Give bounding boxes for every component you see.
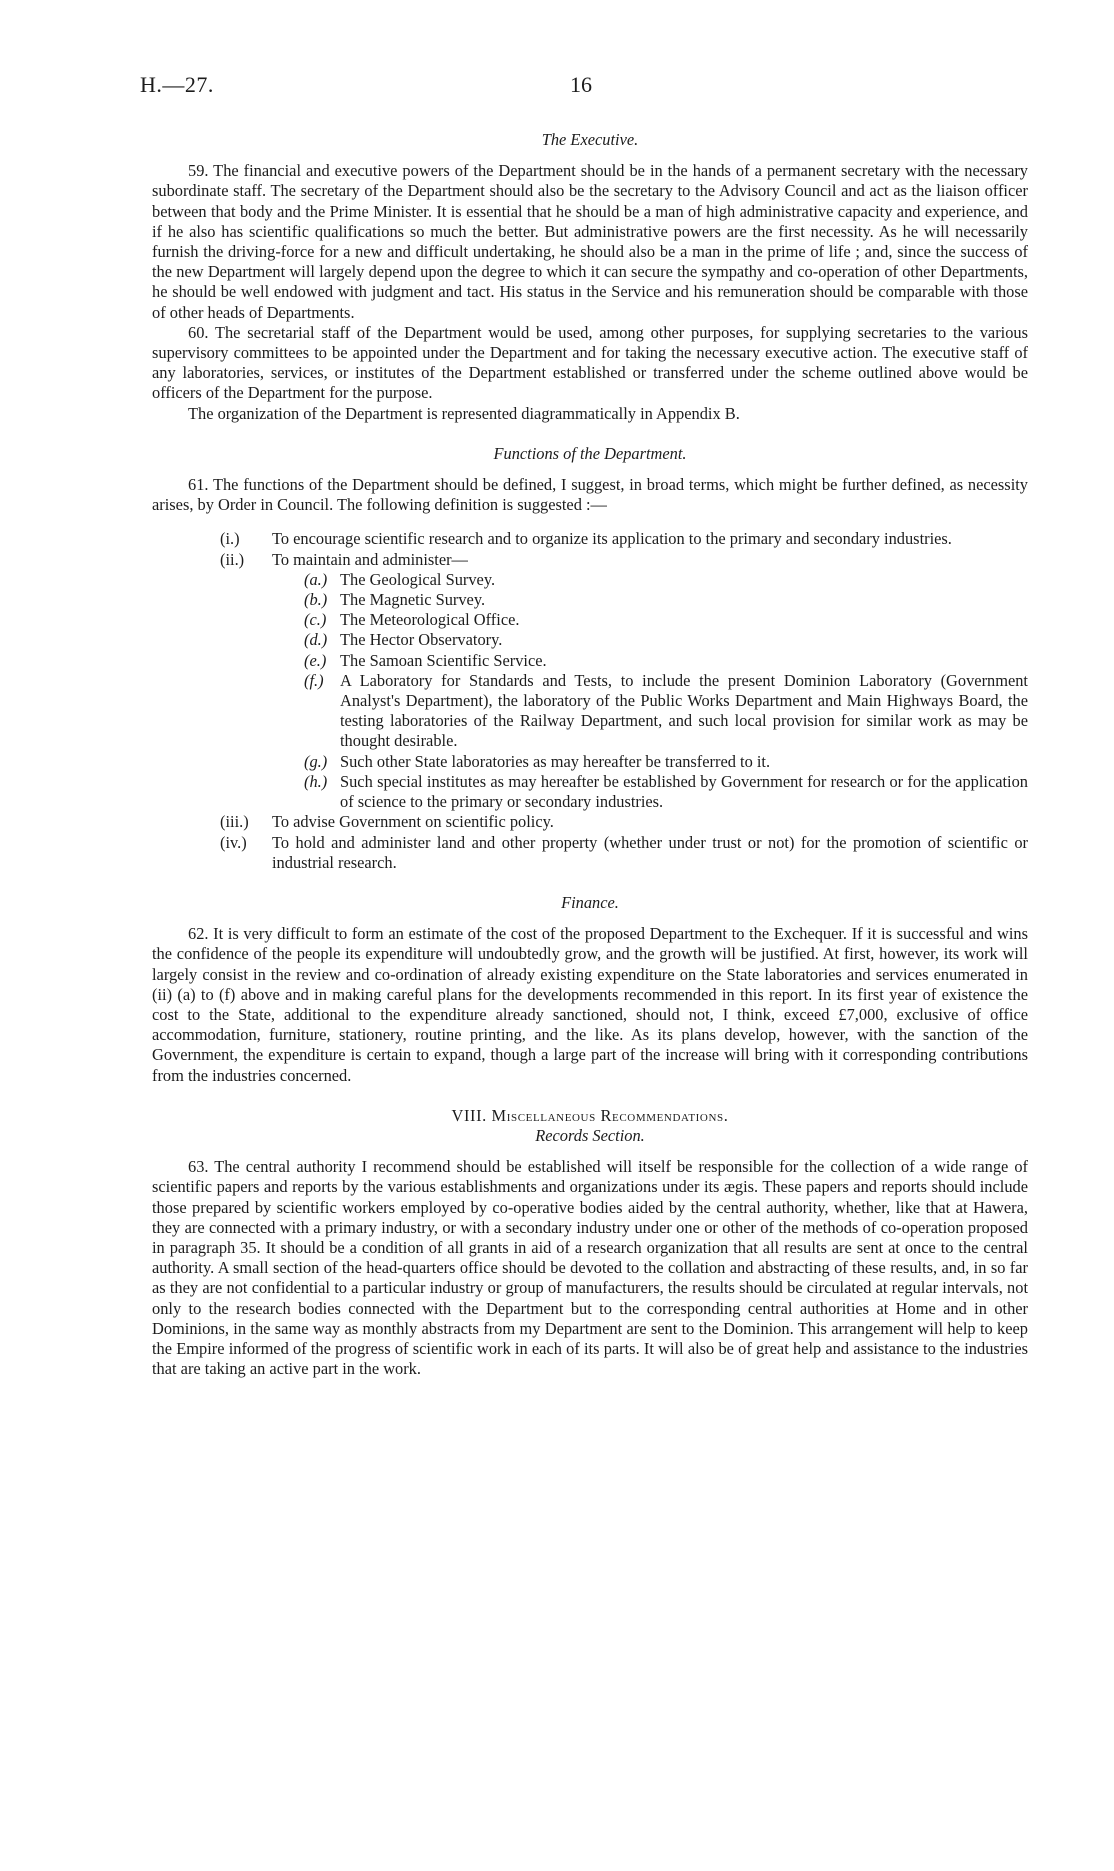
chapter-heading-miscellaneous: VIII. Miscellaneous Recommendations. xyxy=(451,1105,729,1125)
item-marker: (h.) xyxy=(304,771,328,791)
item-text: Such special institutes as may hereafter be established by Government for research or for the application of science to the primary or secondary industries. xyxy=(340,771,1028,812)
item-text: To hold and administer land and other property (whether under trust or not) for the promotion of scientific or industrial research. xyxy=(272,832,1028,872)
item-marker: (c.) xyxy=(304,610,327,630)
function-item-iii xyxy=(152,812,1028,832)
item-marker: (i.) xyxy=(220,529,240,549)
section-heading-finance: Finance. xyxy=(561,892,619,912)
item-text: Such other State laboratories as may hereafter be transferred to it. xyxy=(340,751,771,771)
function-item-ii xyxy=(152,550,1028,570)
item-marker: (ii.) xyxy=(220,549,245,569)
function-subitem-a xyxy=(152,570,1028,590)
function-subitem-h xyxy=(152,772,1028,812)
item-marker: (a.) xyxy=(304,569,328,589)
function-item-i xyxy=(152,529,1028,549)
function-subitem-f xyxy=(152,671,1028,752)
page-body xyxy=(152,130,1028,1379)
paragraph-62: 62. It is very difficult to form an estimate of the cost of the proposed Department to the Exchequer. If it is successful and wins the confidence of the people its expenditure will undoubtedly grow, and the growth will be justified. At first, however, its work will largely consist in the review and co-ordination of already existing expenditure on the State laboratories and services enumerated in (ii) (a) to (f) above and in making careful plans for the developments recommended in this report. In its first year of existence the cost to the State, additional to the expenditure already sanctioned, should not, I think, exceed £7,000, exclusive of office accommodation, furniture, stationery, routine printing, and the like. As its plans develop, however, with the sanction of the Government, the expenditure is certain to expand, though a large part of the increase will bring with it corresponding contributions from the industries concerned. xyxy=(152,924,1028,1085)
paragraph-60-appendix: The organization of the Department is represented diagrammatically in Appendix B. xyxy=(188,403,740,423)
item-text: To maintain and administer— xyxy=(272,549,468,569)
item-text: A Laboratory for Standards and Tests, to include the present Dominion Laboratory (Government Analyst's Department), the laboratory of the Public Works Department and Main Highways Board, the testing laboratories of the Railway Department, and such local provision for similar work as may be thought desirable. xyxy=(340,670,1028,751)
item-marker: (f.) xyxy=(304,670,324,690)
function-item-iv xyxy=(152,833,1028,873)
paragraph-63: 63. The central authority I recommend should be established will itself be responsible for the collection of a wide range of scientific papers and reports by the various establishments and organizations under its ægis. These papers and reports should include those prepared by scientific workers employed by co-operative bodies aided by the central authority, whether, like that at Hawera, they are connected with a primary industry, or with a secondary industry under one or other of the methods of co-operation proposed in paragraph 35. It should be a condition of all grants in aid of a research organization that all results are sent at once to the central authority. A small section of the head-quarters office should be devoted to the collation and abstracting of these results, and, in so far as they are not confidential to a particular industry or group of manufacturers, the results should be circulated at regular intervals, not only to the research bodies connected with the Department but to the corresponding central authorities at Home and in other Dominions, in the same way as monthly abstracts from my Department are sent to the Dominion. This arrangement will help to keep the Empire informed of the progress of scientific work in each of its parts. It will also be of great help and assistance to the industries that are taking an active part in the work. xyxy=(152,1157,1028,1379)
item-text: The Geological Survey. xyxy=(340,569,496,589)
item-marker: (b.) xyxy=(304,590,328,610)
item-marker: (g.) xyxy=(304,751,328,771)
item-text: The Magnetic Survey. xyxy=(340,590,486,610)
function-subitem-d xyxy=(152,630,1028,650)
function-subitem-e xyxy=(152,651,1028,671)
function-subitem-b xyxy=(152,590,1028,610)
item-text: To advise Government on scientific policy. xyxy=(272,812,554,832)
section-heading-functions: Functions of the Department. xyxy=(493,443,687,463)
item-marker: (e.) xyxy=(304,650,327,670)
item-marker: (iii.) xyxy=(220,812,249,832)
function-subitem-c xyxy=(152,610,1028,630)
item-marker: (iv.) xyxy=(220,832,247,852)
document-reference: H.—27. xyxy=(140,72,214,97)
page-number: 16 xyxy=(570,72,592,97)
paragraph-61: 61. The functions of the Department should be defined, I suggest, in broad terms, which might be further defined, as necessity arises, by Order in Council. The following definition is suggested :— xyxy=(152,475,1028,515)
paragraph-59: 59. The financial and executive powers of the Department should be in the hands of a permanent secretary with the necessary subordinate staff. The secretary of the Department should also be the secretary to the Advisory Council and act as the liaison officer between that body and the Prime Minister. It is essential that he should be a man of high administrative capacity and experience, and if he also has scientific qualifications so much the better. But administrative powers are the first necessity. As he will necessarily furnish the driving-force for a new and difficult undertaking, he should also be a man in the prime of life ; and, since the success of the new Department will largely depend upon the degree to which it can secure the sympathy and co-operation of other Departments, he should be well endowed with judgment and tact. His status in the Service and his remuneration should be comparable with those of other heads of Departments. xyxy=(152,161,1028,322)
section-heading-records: Records Section. xyxy=(535,1125,645,1145)
function-subitem-g xyxy=(152,752,1028,772)
paragraph-60: 60. The secretarial staff of the Department would be used, among other purposes, for supplying secretaries to the various supervisory committees to be appointed under the Department and for taking the necessary executive action. The executive staff of any laboratories, services, or institutes of the Department established or transferred under the scheme outlined above would be officers of the Department for the purpose. xyxy=(152,322,1028,403)
item-text: To encourage scientific research and to organize its application to the primary and secondary industries. xyxy=(272,529,952,549)
section-heading-executive: The Executive. xyxy=(541,130,639,149)
item-text: The Meteorological Office. xyxy=(340,610,520,630)
item-text: The Samoan Scientific Service. xyxy=(340,650,547,670)
item-text: The Hector Observatory. xyxy=(340,630,503,650)
item-marker: (d.) xyxy=(304,630,328,650)
